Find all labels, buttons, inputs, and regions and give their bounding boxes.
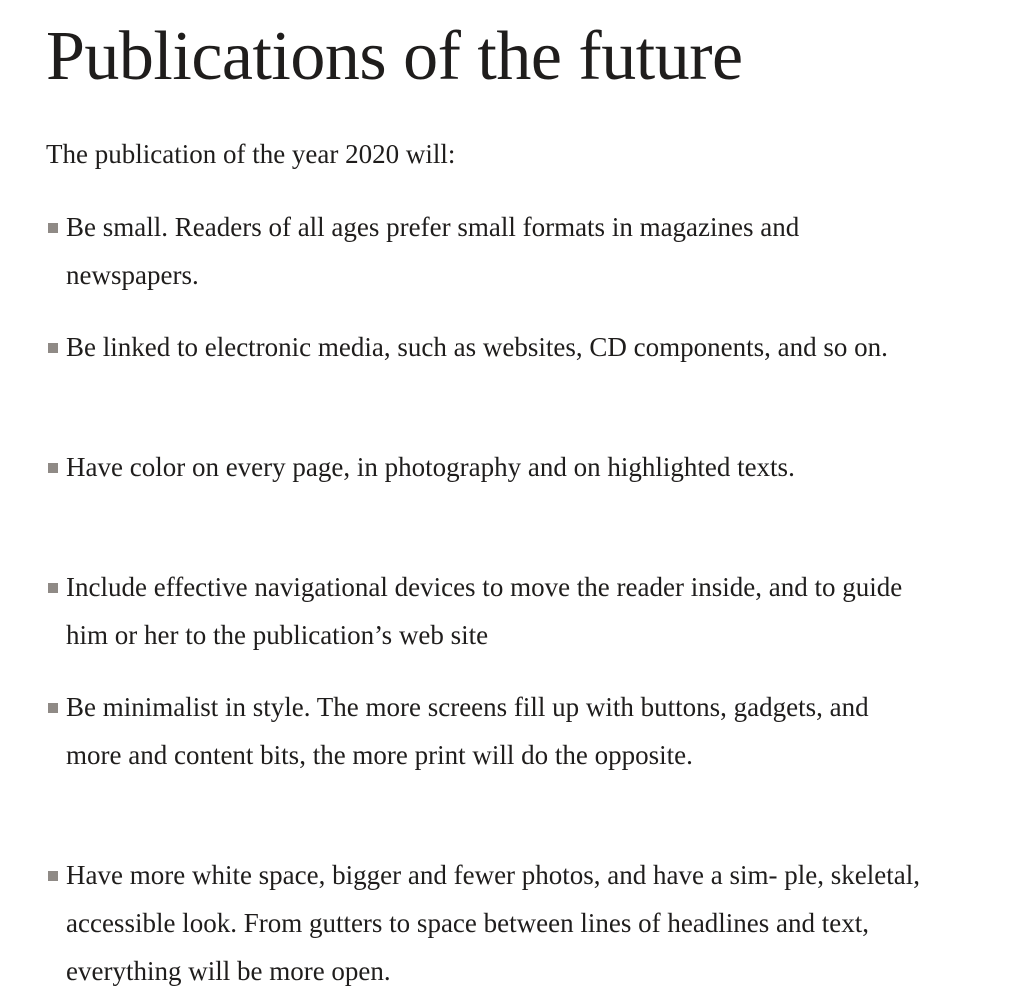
bullet-text: Have color on every page, in photography and on highlighted texts. (66, 452, 795, 482)
bullet-text: Be linked to electronic media, such as websites, CD components, and so on. (66, 332, 888, 362)
bullet-item (48, 851, 948, 995)
intro-text: The publication of the year 2020 will: (46, 139, 456, 169)
bullet-text: Be minimalist in style. The more screens fill up with buttons, gadgets, and more and content bits, the more print will do the opposite. (66, 692, 869, 770)
bullet-text: Have more white space, bigger and fewer photos, and have a sim- ple, skeletal, accessible look. From gutters to space between lines of headlines and text, everything will be more open. (66, 860, 920, 986)
square-bullet-icon (48, 703, 58, 713)
square-bullet-icon (48, 223, 58, 233)
bullet-item (48, 563, 948, 659)
page-title: Publications of the future (46, 18, 743, 95)
bullet-item (48, 683, 948, 779)
bullet-text: Be small. Readers of all ages prefer small formats in magazines and newspapers. (66, 212, 800, 290)
bullet-text: Include effective navigational devices to move the reader inside, and to guide him or her to the publication’s web site (66, 572, 903, 650)
square-bullet-icon (48, 343, 58, 353)
square-bullet-icon (48, 463, 58, 473)
bullet-item (48, 443, 948, 491)
square-bullet-icon (48, 583, 58, 593)
square-bullet-icon (48, 871, 58, 881)
bullet-item (48, 203, 948, 299)
bullet-item (48, 323, 948, 371)
